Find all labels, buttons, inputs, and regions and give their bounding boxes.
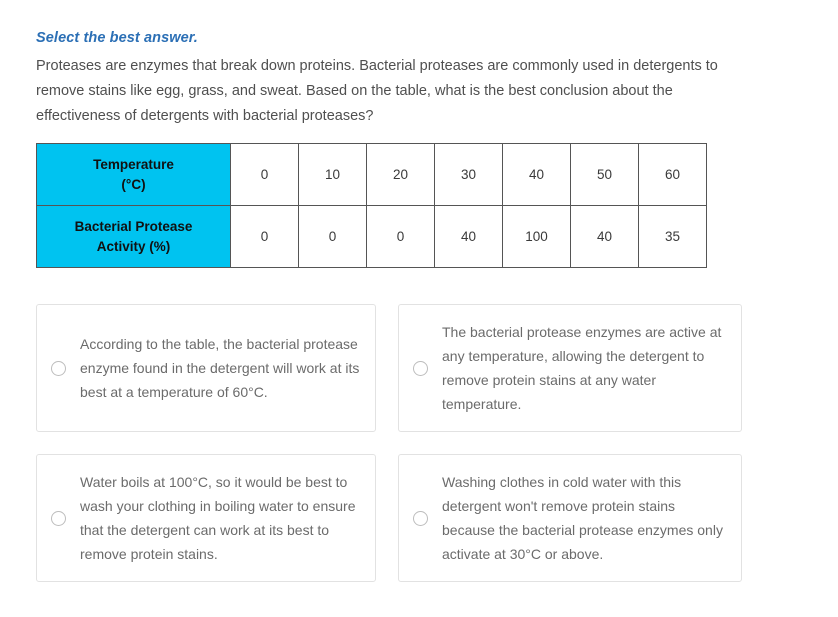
temperature-cell-0: 0 <box>231 144 299 206</box>
page-title: Select the best answer. <box>36 30 198 46</box>
answer-option-d-label: Washing clothes in cold water with this detergent won't remove protein stains because the bacterial protease enzymes only activate at 30°C or above. <box>442 474 723 562</box>
radio-button-a[interactable] <box>51 361 66 376</box>
answer-option-b-label: The bacterial protease enzymes are active at any temperature, allowing the detergent to remove protein stains at any water temperature. <box>442 324 722 412</box>
activity-cell-2: 0 <box>367 206 435 268</box>
temperature-cell-4: 40 <box>503 144 571 206</box>
activity-cell-5: 40 <box>571 206 639 268</box>
table-row-activity <box>37 206 707 268</box>
answer-option-c-label: Water boils at 100°C, so it would be best to wash your clothing in boiling water to ensure that the detergent can work at its best to remove protein stains. <box>80 474 356 562</box>
temperature-cell-3: 30 <box>435 144 503 206</box>
answer-option-a-label: According to the table, the bacterial protease enzyme found in the detergent will work at its best at a temperature of 60°C. <box>80 336 360 400</box>
activity-cell-6: 35 <box>639 206 707 268</box>
answer-option-d[interactable] <box>398 454 742 582</box>
activity-cell-1: 0 <box>299 206 367 268</box>
activity-cell-0: 0 <box>231 206 299 268</box>
row-header-temperature-line1: Temperature <box>93 156 174 172</box>
activity-cell-4: 100 <box>503 206 571 268</box>
answer-option-b[interactable] <box>398 304 742 432</box>
row-header-activity-line1: Bacterial Protease <box>74 218 193 234</box>
table-row-temperature <box>37 144 707 206</box>
radio-button-d[interactable] <box>413 511 428 526</box>
row-header-activity <box>37 206 231 268</box>
row-header-temperature <box>37 144 231 206</box>
answer-option-c[interactable] <box>36 454 376 582</box>
temperature-cell-1: 10 <box>299 144 367 206</box>
row-header-activity-line2: Activity (%) <box>96 238 171 254</box>
answer-option-a[interactable] <box>36 304 376 432</box>
activity-cell-3: 40 <box>435 206 503 268</box>
radio-button-b[interactable] <box>413 361 428 376</box>
temperature-cell-5: 50 <box>571 144 639 206</box>
row-header-temperature-line2: (°C) <box>121 176 146 192</box>
temperature-cell-2: 20 <box>367 144 435 206</box>
temperature-cell-6: 60 <box>639 144 707 206</box>
answer-options <box>36 304 802 582</box>
radio-button-c[interactable] <box>51 511 66 526</box>
protease-activity-table <box>36 143 707 268</box>
question-body: Proteases are enzymes that break down proteins. Bacterial proteases are commonly used in detergents to remove stains like egg, grass, and sweat. Based on the table, what is the best conclusion about the effectiveness of detergents with bacterial proteases? <box>36 58 718 124</box>
